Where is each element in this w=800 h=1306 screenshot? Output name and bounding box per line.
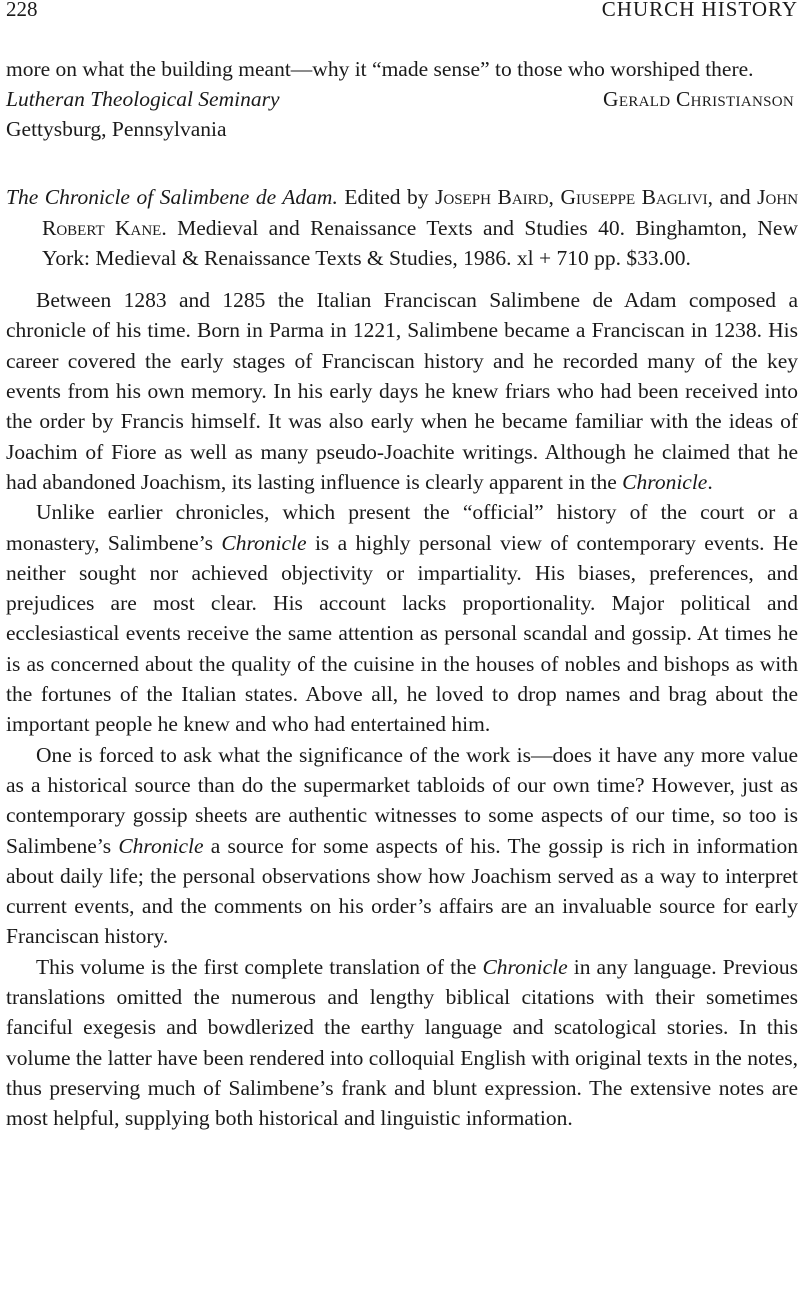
italic-title: Chronicle	[622, 469, 708, 494]
reviewer-name: Gerald Christianson	[603, 87, 794, 112]
paragraph-text: in any language. Previous translations omitted the numerous and lengthy biblical citations with their sometimes fanciful exegesis and bowdlerized the earthy language and scatological stories. In this volume the latter have been rendered into colloquial English with original texts in the notes, thus preserving much of Salimbene’s frank and blunt expression. The extensive notes are most helpful, supplying both historical and linguistic information.	[6, 954, 798, 1131]
review-paragraph-1	[6, 285, 798, 497]
review-paragraph-3	[6, 740, 798, 952]
review-paragraph-2	[6, 497, 798, 739]
editor-separator: , and	[707, 185, 758, 210]
paragraph-text: Between 1283 and 1285 the Italian Franciscan Salimbene de Adam composed a chronicle of his time. Born in Parma in 1221, Salimbene became a Franciscan in 1238. His career covered the early stages of Franciscan history and he recorded many of the key events from his own memory. In his early days he knew friars who had been received into the order by Francis himself. It was also early when he became familiar with the ideas of Joachim of Fiore as well as many pseudo-Joachite writings. Although he claimed that he had abandoned Joachism, its lasting influence is clearly apparent in the	[6, 288, 798, 494]
paragraph-text: a source for some aspects of his. The gossip is rich in information about daily life; the personal observations show how Joachism served as a way to interpret current events, and the comments on his order’s affairs are an invaluable source for early Franciscan history.	[6, 833, 798, 949]
prior-review-signature	[6, 84, 798, 144]
italic-title: Chronicle	[221, 530, 307, 555]
running-head	[6, 0, 798, 28]
journal-title: CHURCH HISTORY	[601, 0, 798, 21]
editor-name: Giuseppe Baglivi	[560, 185, 708, 210]
book-citation	[6, 182, 798, 273]
italic-title: Chronicle	[482, 954, 568, 979]
edited-by: Edited by	[344, 185, 429, 210]
page-number: 228	[6, 0, 38, 21]
paragraph-text: This volume is the first complete translation of the	[36, 954, 483, 979]
editor-name: John Robert Kane	[42, 185, 799, 240]
paragraph-text: .	[707, 469, 713, 494]
paragraph-text: Unlike earlier chronicles, which present the “official” history of the court or a monastery, Salimbene’s	[6, 500, 798, 555]
book-title: The Chronicle of Salimbene de Adam.	[6, 185, 338, 210]
reviewer-location: Gettysburg, Pennsylvania	[6, 117, 227, 142]
paragraph-text: One is forced to ask what the significance of the work is—does it have any more value as a historical source than do the supermarket tabloids of our own time? However, just as contemporary gossip sheets are authentic witnesses to some aspects of our time, so too is Salimbene’s	[6, 742, 798, 858]
review-paragraph-4	[6, 952, 798, 1134]
editor-name: Joseph Baird	[435, 185, 549, 210]
publication-details: . Medieval and Renaissance Texts and Studies 40. Binghamton, New York: Medieval & Renaissance Texts & Studies, 1986. xl + 710 pp. $33.00.	[42, 215, 798, 270]
italic-title: Chronicle	[118, 833, 204, 858]
prior-review-carryover: more on what the building meant—why it “made sense” to those who worshiped there.	[6, 57, 754, 81]
document-page	[6, 0, 798, 1134]
reviewer-institution: Lutheran Theological Seminary	[6, 87, 280, 112]
editor-separator: ,	[548, 185, 561, 210]
paragraph-text: is a highly personal view of contemporary events. He neither sought nor achieved objectivity or impartiality. His biases, preferences, and prejudices are most clear. His account lacks proportionality. Major political and ecclesiastical events receive the same attention as personal scandal and gossip. At times he is as concerned about the quality of the cuisine in the houses of nobles and bishops as with the fortunes of the Italian states. Above all, he loved to drop names and brag about the important people he knew and who had entertained him.	[6, 530, 798, 737]
